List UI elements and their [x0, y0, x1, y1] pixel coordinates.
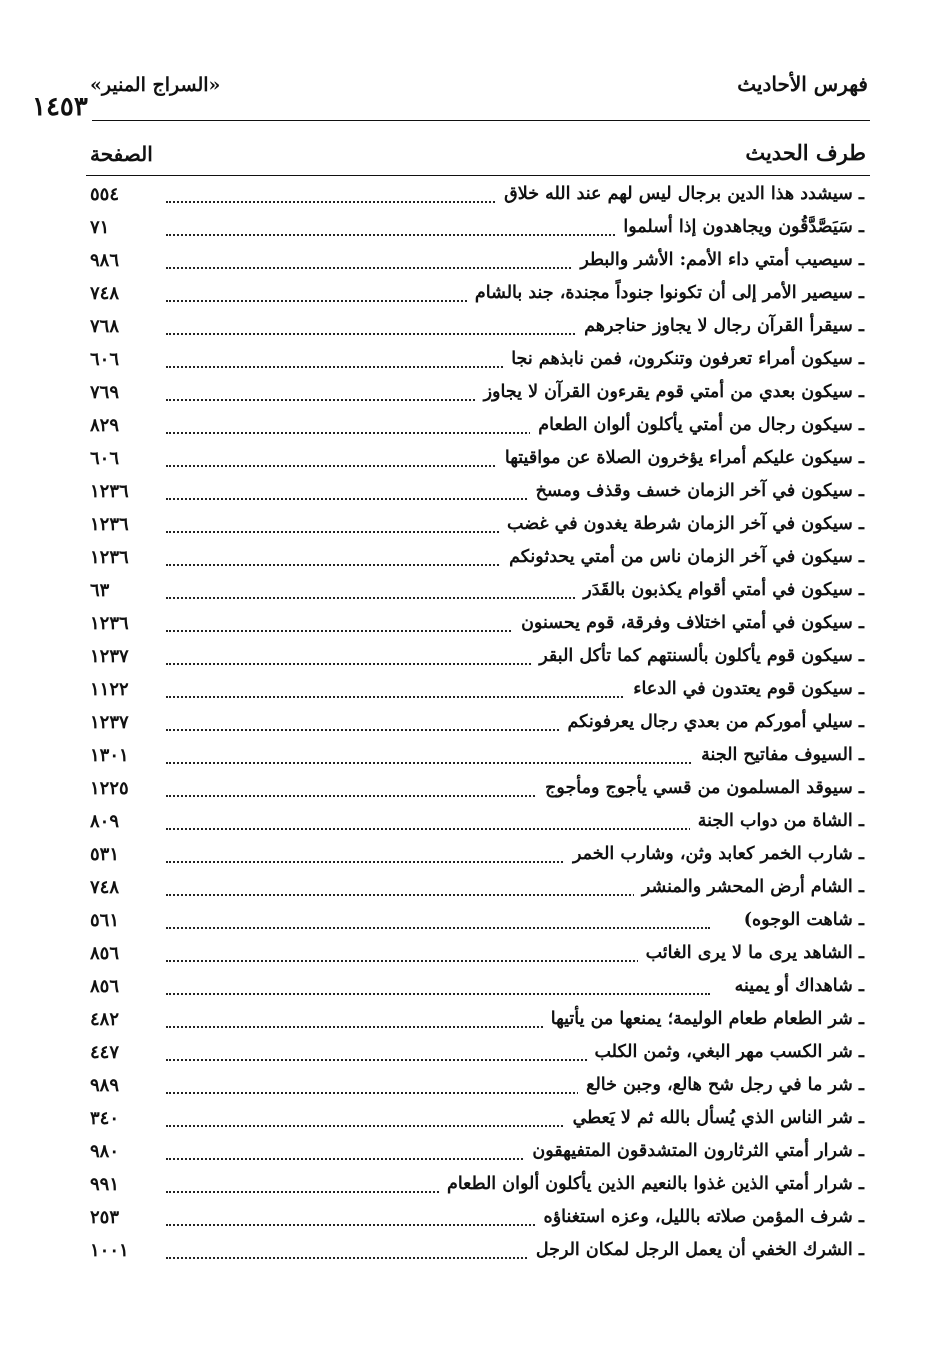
page-ref: ٥٦١: [90, 910, 120, 931]
page-ref: ٩٨٦: [90, 250, 120, 271]
index-entry: [86, 312, 870, 345]
hadith-text: ـ شر الناس الذي يُسأل بالله ثم لا يَعطي: [565, 1108, 864, 1128]
index-entry: [86, 972, 870, 1005]
index-entry: [86, 1005, 870, 1038]
hadith-text: ـ الشاهد يرى ما لا يرى الغائب: [638, 943, 864, 963]
index-entry: [86, 1038, 870, 1071]
index-entry: [86, 873, 870, 906]
dot-leader: [166, 927, 710, 929]
page-ref: ١٢٣٦: [90, 547, 129, 568]
hadith-text: ـ سَيَصَّدَّقُون ويجاهدون إذا أسلموا: [615, 217, 864, 237]
index-entry: [86, 807, 870, 840]
page-ref: ٨٥٦: [90, 943, 120, 964]
hadith-text: ـ سيكون بعدي من أمتي قوم يقرءون القرآن لا يجاوز: [476, 382, 864, 402]
hadith-text: ـ السيوف مفاتيح الجنة: [693, 745, 864, 765]
page-ref: ١٢٣٦: [90, 514, 129, 535]
page-ref: ٧٦٨: [90, 316, 120, 337]
index-entry: [86, 246, 870, 279]
index-entry: [86, 444, 870, 477]
page-ref: ٧٦٩: [90, 382, 120, 403]
index-entry: [86, 1170, 870, 1203]
page-ref: ٩٨٩: [90, 1075, 120, 1096]
hadith-text: ـ سيوقد المسلمون من قسي يأجوج ومأجوج: [537, 778, 864, 798]
index-entry: [86, 741, 870, 774]
hadith-text: ـ سيكون في آخر الزمان خسف وقذف ومسخ: [528, 481, 864, 501]
dot-leader: [166, 828, 710, 830]
hadith-text: ـ الشاة من دواب الجنة: [690, 811, 864, 831]
hadith-text: ـ شرار أمتي الثرثارون المتشدقون المتفيهقون: [524, 1141, 864, 1161]
index-entry: [86, 642, 870, 675]
hadith-text: ـ سيصير الأمر إلى أن تكونوا جنوداً مجندة، جند بالشام: [467, 283, 864, 303]
index-entry: [86, 1236, 870, 1269]
page-ref: ٧٤٨: [90, 283, 120, 304]
hadith-text: ـ سيكون في آخر الزمان ناس من أمتي يحدثونكم: [501, 547, 864, 567]
index-entry: [86, 1137, 870, 1170]
page-ref: ٧٤٨: [90, 877, 120, 898]
column-header-rule: [86, 175, 870, 176]
index-entry: [86, 213, 870, 246]
hadith-text: ـ شر الطعام طعام الوليمة؛ يمنعها من يأتيها: [543, 1009, 864, 1029]
hadith-text: ـ الشام أرض المحشر والمنشر: [634, 877, 864, 897]
page-ref: ٩٨٠: [90, 1141, 120, 1162]
index-entry: [86, 576, 870, 609]
hadith-text: ـ سيكون في أمتي اختلاف وفرقة، قوم يحسنون: [513, 613, 864, 633]
page-ref: ١٣٠١: [90, 745, 129, 766]
index-entry: [86, 609, 870, 642]
running-title-left: «السراج المنير»: [90, 74, 221, 96]
index-entry: [86, 939, 870, 972]
page-ref: ٨٥٦: [90, 976, 120, 997]
page-ref: ٤٤٧: [90, 1042, 120, 1063]
page-ref: ٢٥٣: [90, 1207, 120, 1228]
page-ref: ٥٣١: [90, 844, 120, 865]
index-entry: [86, 411, 870, 444]
index-entry: [86, 378, 870, 411]
page-number: ١٤٥٣: [32, 92, 88, 122]
page-ref: ١١٢٢: [90, 679, 129, 700]
hadith-text: ـ الشرك الخفي أن يعمل الرجل لمكان الرجل: [528, 1240, 864, 1260]
page-ref: ٦٣: [90, 580, 110, 601]
index-entry: [86, 840, 870, 873]
index-entry: [86, 708, 870, 741]
hadith-text: ـ سيكون قوم يعتدون في الدعاء: [625, 679, 864, 699]
dot-leader: [166, 993, 710, 995]
hadith-text: ـ سيكون رجال من أمتي يأكلون ألوان الطعام: [530, 415, 864, 435]
index-entry: [86, 1071, 870, 1104]
page-ref: ٨٠٩: [90, 811, 120, 832]
hadith-text: ـ سيكون عليكم أمراء يؤخرون الصلاة عن مواقيتها: [497, 448, 864, 468]
page-ref: ١٢٢٥: [90, 778, 129, 799]
hadith-text: ـ شارب الخمر كعابد وثن، وشارب الخمر: [565, 844, 864, 864]
page-ref: ٤٨٢: [90, 1009, 120, 1030]
index-entry: [86, 510, 870, 543]
page-ref: ١٢٣٦: [90, 481, 129, 502]
index-entry: [86, 1203, 870, 1236]
dot-leader: [166, 762, 710, 764]
hadith-text: ـ شاهداك أو يمينه: [727, 976, 864, 996]
hadith-text: ـ سيلي أموركم من بعدي رجال يعرفونكم: [560, 712, 864, 732]
hadith-text: ـ سيشدد هذا الدين برجال ليس لهم عند الله خلاق: [496, 184, 864, 204]
page-ref: ٦٠٦: [90, 448, 120, 469]
hadith-text: ـ سيقرأ القرآن رجال لا يجاوز حناجرهم: [576, 316, 864, 336]
column-header-page: الصفحة: [90, 142, 153, 166]
page-ref: ١٢٣٧: [90, 646, 129, 667]
hadith-text: ـ سيكون في أمتي أقوام يكذبون بالقَدَر: [575, 580, 864, 600]
index-entry: [86, 180, 870, 213]
page-ref: ٦٠٦: [90, 349, 120, 370]
hadith-text: ـ شاهت الوجوه): [736, 910, 864, 930]
page-ref: ١٠٠١: [90, 1240, 129, 1261]
hadith-text: ـ شر ما في رجل شح هالع، وجبن خالع: [578, 1075, 864, 1095]
index-entry: [86, 774, 870, 807]
hadith-text: ـ سيكون قوم يأكلون بألسنتهم كما تأكل البقر: [531, 646, 864, 666]
hadith-text: ـ سيصيب أمتي داء الأمم: الأشر والبطر: [572, 250, 864, 270]
index-entry: [86, 477, 870, 510]
page-ref: ١٢٣٧: [90, 712, 129, 733]
index-entry: [86, 1104, 870, 1137]
header-rule: [92, 120, 870, 121]
page-ref: ١٢٣٦: [90, 613, 129, 634]
index-entry: [86, 675, 870, 708]
page-ref: ٣٤٠: [90, 1108, 120, 1129]
page-ref: ٩٩١: [90, 1174, 120, 1195]
hadith-text: ـ سيكون أمراء تعرفون وتنكرون، فمن نابذهم نجا: [503, 349, 864, 369]
dot-leader: [166, 894, 710, 896]
page-ref: ٥٥٤: [90, 184, 120, 205]
running-title-right: فهرس الأحاديث: [737, 72, 868, 96]
index-entry: [86, 543, 870, 576]
hadith-text: ـ شر الكسب مهر البغي، وثمن الكلب: [587, 1042, 865, 1062]
index-entry: [86, 906, 870, 939]
dot-leader: [166, 960, 710, 962]
hadith-text: ـ شرف المؤمن صلاته بالليل، وعزه استغناؤه: [536, 1207, 864, 1227]
index-entry: [86, 279, 870, 312]
column-header-hadith: طرف الحديث: [745, 140, 866, 165]
page-ref: ٧١: [90, 217, 110, 238]
hadith-text: ـ شرار أمتي الذين غذوا بالنعيم الذين يأكلون ألوان الطعام: [439, 1174, 864, 1194]
index-entry: [86, 345, 870, 378]
page-ref: ٨٢٩: [90, 415, 120, 436]
hadith-text: ـ سيكون في آخر الزمان شرطة يغدون في غضب: [499, 514, 864, 534]
